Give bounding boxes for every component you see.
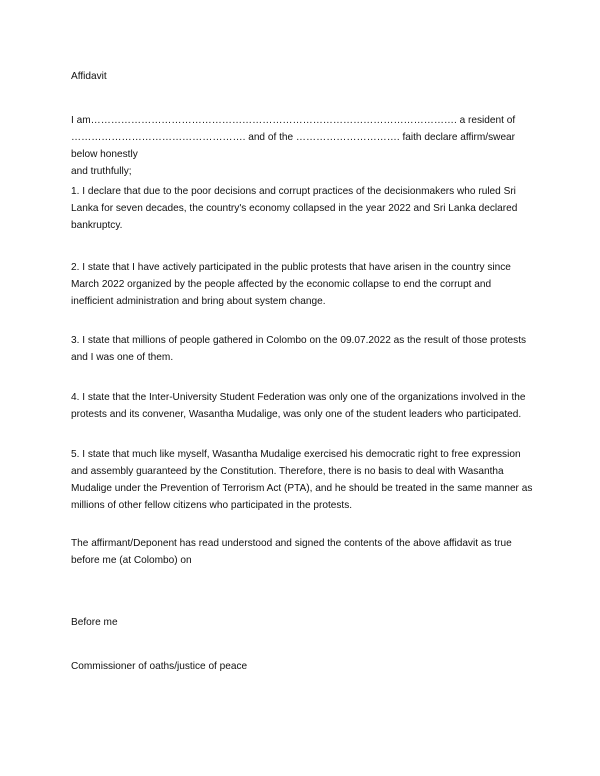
affirmation-statement: The affirmant/Deponent has read understood and signed the contents of the above affidavit as true before me (at Colombo) on: [71, 538, 512, 566]
paragraph-1: 1. I declare that due to the poor decisions and corrupt practices of the decisionmakers who ruled Sri Lanka for seven decades, the country's economy collapsed in the year 2022 and Sri Lanka declared bankruptcy.: [71, 186, 518, 231]
commissioner-label: Commissioner of oaths/justice of peace: [71, 661, 248, 672]
paragraph-5: 5. I state that much like myself, Wasantha Mudalige exercised his democratic right to free expression and assembly guaranteed by the Constitution. Therefore, there is no basis to deal with Wasantha Mudalige under the Prevention of Terrorism Act (PTA), and he should be treated in the same manner as millions of other fellow citizens who participated in the protests.: [71, 449, 533, 511]
paragraph-3: 3. I state that millions of people gathered in Colombo on the 09.07.2022 as the result of those protests and I was one of them.: [71, 335, 527, 363]
document-title: Affidavit: [71, 71, 107, 82]
before-me-label: Before me: [71, 617, 118, 628]
paragraph-2: 2. I state that I have actively participated in the public protests that have arisen in the country since March 2022 organized by the people affected by the economic collapse to end the corrupt and inefficient administration and bring about system change.: [71, 262, 511, 307]
intro-declaration: I am………………………………………………………………………………………………. a resident of ……………………………………………. and of the …………………………. faith declare affirm/swear below honestly and truthfully;: [71, 115, 516, 177]
paragraph-4: 4. I state that the Inter-University Student Federation was only one of the organizations involved in the protests and its convener, Wasantha Mudalige, was only one of the student leaders who participated.: [71, 392, 526, 420]
